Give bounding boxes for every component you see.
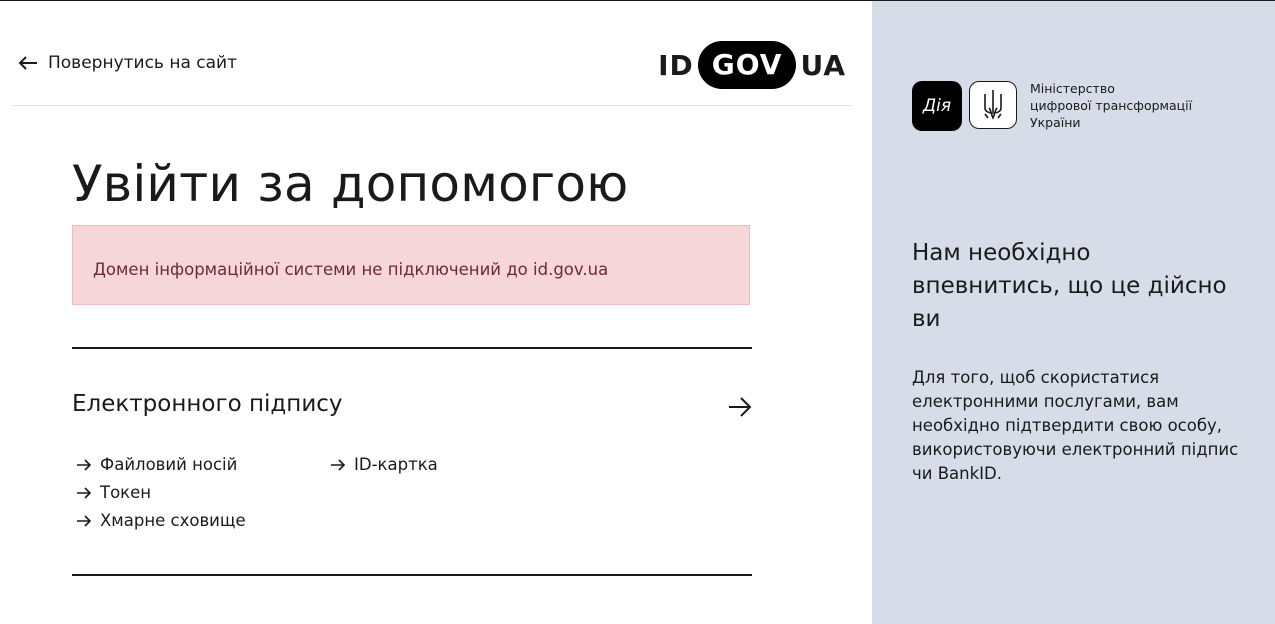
divider <box>72 574 752 576</box>
back-to-site-link[interactable] <box>18 53 237 73</box>
logo-id: ID <box>658 48 694 82</box>
option-label: Хмарне сховище <box>100 511 246 530</box>
arrow-right-icon <box>330 458 346 472</box>
id-gov-ua-logo[interactable] <box>658 41 846 89</box>
trident-icon <box>969 81 1017 129</box>
option-label: Файловий носій <box>100 455 238 474</box>
arrow-right-icon[interactable] <box>728 396 752 418</box>
signature-section-title[interactable]: Електронного підпису <box>72 391 343 417</box>
option-token[interactable] <box>76 483 151 502</box>
arrow-right-icon <box>76 514 92 528</box>
arrow-left-icon <box>18 55 38 71</box>
back-label: Повернутись на сайт <box>48 53 238 73</box>
logo-ua: UA <box>800 48 846 82</box>
header <box>12 1 852 106</box>
page-title: Увійти за допомогою <box>72 155 629 213</box>
main-panel <box>0 1 872 624</box>
option-label: ID-картка <box>354 455 438 474</box>
sidebar-text: Для того, щоб скористатися електронними послугами, вам необхідно підтвердити свою особу, використовуючи електронний підпис чи BankID. <box>912 368 1239 483</box>
arrow-right-icon <box>76 458 92 472</box>
option-file-storage[interactable] <box>76 455 237 474</box>
logo-gov: GOV <box>698 41 797 89</box>
arrow-right-icon <box>76 486 92 500</box>
option-cloud-storage[interactable] <box>76 511 246 530</box>
alert-text: Домен інформаційної системи не підключений до id.gov.ua <box>93 260 609 279</box>
ministry-line: Міністерство <box>1030 81 1115 96</box>
error-alert <box>72 225 750 305</box>
ministry-name <box>1030 80 1192 131</box>
divider <box>72 347 752 349</box>
dia-logo: Дія <box>912 81 962 131</box>
option-id-card[interactable] <box>330 455 438 474</box>
ministry-line: цифрової трансформації <box>1030 98 1193 113</box>
info-sidebar <box>872 1 1275 624</box>
sidebar-heading: Нам необхідно впевнитись, що це дійсно ви <box>912 240 1227 332</box>
ministry-line: України <box>1030 115 1081 130</box>
option-label: Токен <box>100 483 152 502</box>
